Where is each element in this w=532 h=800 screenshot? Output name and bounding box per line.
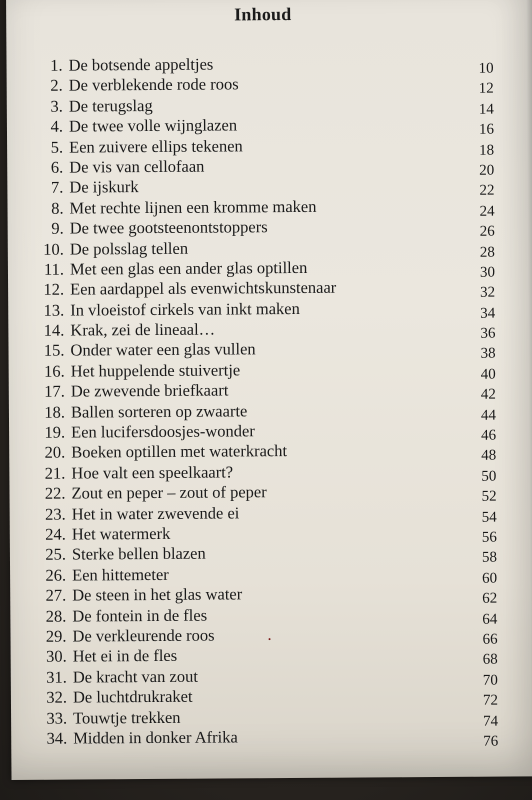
entry-title: De twee gootsteenontstoppers	[69, 217, 268, 238]
entry-number: 11.	[43, 259, 65, 279]
entry-number: 30.	[45, 646, 67, 667]
page-number: 50	[481, 468, 497, 485]
entry-title: Het ei in de fles	[72, 646, 178, 666]
entry-number: 12.	[43, 279, 65, 300]
page-number: 52	[481, 488, 497, 505]
page-number: 48	[481, 448, 497, 465]
entry-number: 31.	[46, 667, 67, 687]
entry-title: Het huppelende stuivertje	[70, 360, 241, 381]
page-number: 56	[481, 529, 497, 546]
entry-number: 10.	[43, 239, 64, 259]
entry-title: Met een glas een ander glas optillen	[69, 257, 308, 279]
entry-number: 33.	[46, 708, 68, 728]
entry-title: Zout en peper – zout of peper	[71, 482, 267, 503]
entry-number: 1.	[50, 55, 63, 75]
entry-title: Ballen sorteren op zwaarte	[70, 400, 248, 422]
entry-number: 23.	[44, 504, 66, 524]
table-of-contents	[34, 52, 532, 749]
entry-title: Sterke bellen blazen	[71, 543, 206, 564]
entry-title: Boeken optillen met waterkracht	[71, 441, 288, 462]
entry-title: De zwevende briefkaart	[70, 380, 229, 401]
entry-title: Hoe valt een speelkaart?	[71, 462, 234, 483]
entry-title: De fontein in de fles	[72, 605, 208, 626]
entry-title: De steen in het glas water	[72, 584, 243, 605]
page-number: 28	[479, 244, 495, 261]
page-number: 32	[480, 284, 496, 301]
entry-number: 16.	[43, 361, 65, 381]
page-number: 58	[481, 549, 498, 567]
entry-title: Midden in donker Afrika	[73, 727, 238, 748]
entry-number: 8.	[51, 198, 64, 218]
page-number: 66	[482, 631, 498, 648]
entry-title: Een aardappel als evenwichtskunstenaar	[70, 277, 337, 299]
entry-title: Het in water zwevende ei	[71, 502, 240, 524]
book-page	[6, 0, 532, 780]
entry-number: 17.	[44, 381, 65, 401]
page-number: 26	[479, 223, 495, 240]
entry-number: 22.	[44, 483, 66, 503]
page-number: 40	[480, 366, 496, 383]
page-number: 54	[481, 509, 497, 526]
page-number: 74	[483, 713, 499, 730]
toc-entry	[39, 725, 532, 749]
page-number: 16	[478, 121, 495, 138]
entry-number: 21.	[44, 463, 66, 483]
entry-title: De polsslag tellen	[69, 238, 189, 259]
page-number: 10	[478, 60, 494, 77]
entry-number: 24.	[45, 524, 66, 544]
page-number: 72	[482, 692, 499, 709]
page-number: 12	[478, 80, 494, 98]
entry-number: 4.	[50, 116, 64, 136]
entry-number: 13.	[43, 300, 65, 320]
page-number: 30	[479, 264, 496, 281]
entry-number: 26.	[45, 565, 67, 585]
entry-number: 32.	[46, 687, 68, 707]
page-number: 68	[482, 651, 498, 669]
entry-number: 27.	[45, 585, 67, 605]
page-number: 76	[483, 733, 499, 750]
page-number: 38	[480, 346, 496, 363]
entry-number: 14.	[43, 320, 65, 340]
entry-number: 19.	[44, 422, 66, 442]
entry-number: 6.	[50, 157, 64, 177]
entry-title: De verkleurende roos	[72, 625, 215, 646]
entry-number: 7.	[50, 177, 64, 198]
entry-title: Een hittemeter	[72, 564, 169, 585]
page-number: 60	[482, 570, 498, 587]
entry-title: De vis van cellofaan	[69, 156, 205, 177]
entry-number: 18.	[44, 402, 66, 422]
page-number-column	[479, 60, 514, 753]
page-number: 46	[481, 427, 497, 444]
entry-title: De terugslag	[68, 95, 153, 116]
page-number: 62	[482, 590, 498, 607]
entry-number: 34.	[46, 728, 68, 748]
entry-title: Het watermerk	[71, 523, 171, 544]
page-number: 42	[480, 386, 496, 403]
entry-title: Een lucifersdoosjes-wonder	[71, 421, 255, 442]
page-number: 44	[480, 407, 497, 424]
page-number: 24	[479, 203, 495, 220]
page-number: 64	[482, 611, 498, 628]
entry-title: Touwtje trekken	[73, 707, 181, 728]
page-number: 70	[482, 672, 498, 689]
page-number: 34	[480, 305, 496, 322]
entry-title: De botsende appeltjes	[68, 54, 214, 75]
entry-number: 3.	[50, 96, 63, 116]
entry-title: De luchtdrukraket	[72, 686, 193, 707]
page-heading: Inhoud	[234, 4, 292, 25]
ink-speck	[269, 638, 271, 640]
page-number: 22	[479, 182, 495, 200]
entry-number: 29.	[45, 626, 67, 646]
entry-title: De kracht van zout	[72, 666, 198, 687]
entry-number: 5.	[50, 137, 64, 157]
entry-title: De ijskurk	[69, 177, 139, 197]
entry-title: Krak, zei de lineaal…	[70, 319, 216, 340]
entry-number: 2.	[50, 75, 63, 96]
page-number: 36	[480, 325, 496, 342]
entry-title: De twee volle wijnglazen	[68, 115, 238, 136]
entry-number: 20.	[44, 443, 66, 463]
entry-number: 15.	[43, 341, 65, 361]
entry-title: Een zuivere ellips tekenen	[69, 135, 243, 157]
entry-title: In vloeistof cirkels van inkt maken	[70, 298, 300, 320]
entry-title: Onder water een glas vullen	[70, 339, 256, 361]
entry-title: De verblekende rode roos	[68, 74, 239, 95]
page-number: 14	[478, 101, 494, 118]
entry-number: 25.	[45, 544, 67, 565]
entry-number: 9.	[51, 218, 64, 238]
page-number: 18	[479, 142, 495, 159]
entry-title: Met rechte lijnen een kromme maken	[69, 196, 317, 218]
entry-number: 28.	[45, 606, 67, 626]
page-number: 20	[479, 162, 495, 179]
